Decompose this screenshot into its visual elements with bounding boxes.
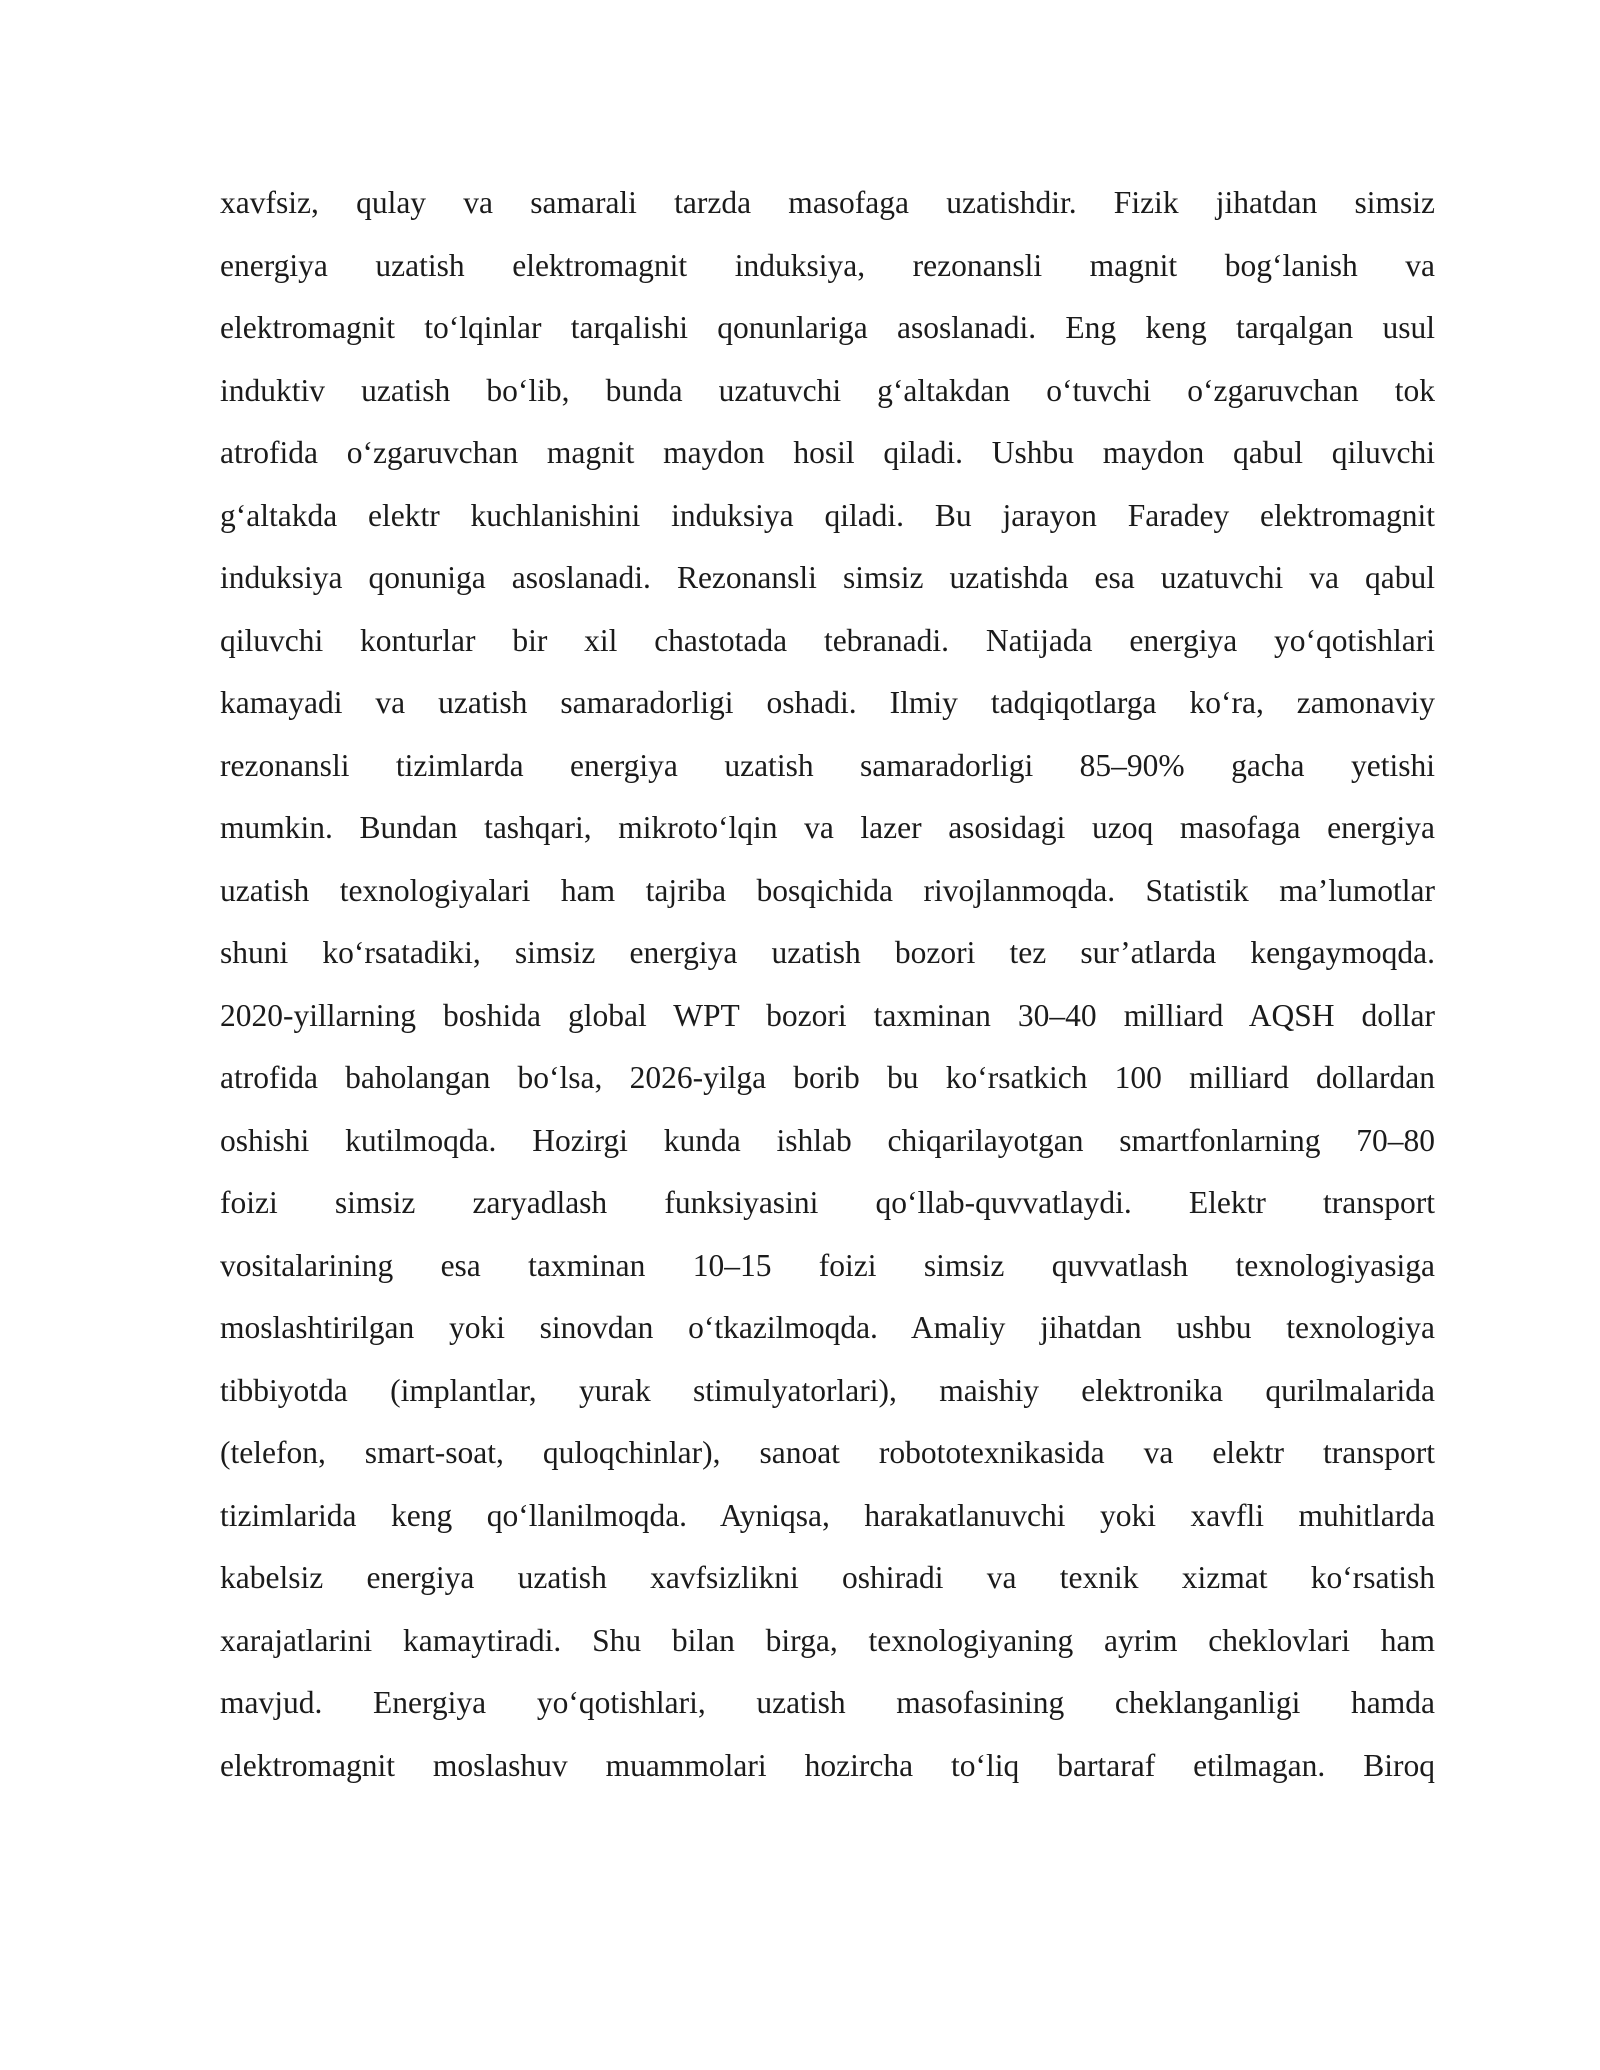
text-line: induktiv uzatish bo‘lib, bunda uzatuvchi g‘altakdan o‘tuvchi o‘zgaruvchan tok xyxy=(220,372,1435,408)
text-line: xavfsiz, qulay va samarali tarzda masofaga uzatishdir. Fizik jihatdan simsiz xyxy=(220,185,1435,220)
text-line: elektromagnit moslashuv muammolari hozircha to‘liq bartaraf etilmagan. Biroq xyxy=(220,1747,1435,1783)
text-line: foizi simsiz zaryadlash funksiyasini qo‘llab-quvvatlaydi. Elektr transport xyxy=(220,1185,1435,1220)
text-line: kamayadi va uzatish samaradorligi oshadi. Ilmiy tadqiqotlarga ko‘ra, zamonaviy xyxy=(220,685,1435,720)
text-line: mumkin. Bundan tashqari, mikroto‘lqin va lazer asosidagi uzoq masofaga energiya xyxy=(220,810,1435,845)
text-line: rezonansli tizimlarda energiya uzatish samaradorligi 85–90% gacha yetishi xyxy=(220,747,1435,783)
text-line: mavjud. Energiya yo‘qotishlari, uzatish masofasining cheklanganligi hamda xyxy=(220,1685,1435,1720)
text-line: atrofida o‘zgaruvchan magnit maydon hosil qiladi. Ushbu maydon qabul qiluvchi xyxy=(220,435,1435,470)
text-line: tizimlarida keng qo‘llanilmoqda. Ayniqsa, harakatlanuvchi yoki xavfli muhitlarda xyxy=(220,1497,1435,1533)
text-line: 2020-yillarning boshida global WPT bozori taxminan 30–40 milliard AQSH dollar xyxy=(220,997,1435,1033)
text-line: (telefon, smart-soat, quloqchinlar), sanoat robototexnikasida va elektr transport xyxy=(220,1435,1435,1470)
text-line: qiluvchi konturlar bir xil chastotada tebranadi. Natijada energiya yo‘qotishlari xyxy=(220,622,1435,658)
text-line: kabelsiz energiya uzatish xavfsizlikni oshiradi va texnik xizmat ko‘rsatish xyxy=(220,1560,1435,1595)
body-paragraph xyxy=(220,172,1435,1797)
text-line: g‘altakda elektr kuchlanishini induksiya qiladi. Bu jarayon Faradey elektromagnit xyxy=(220,497,1435,533)
text-line: vositalarining esa taxminan 10–15 foizi simsiz quvvatlash texnologiyasiga xyxy=(220,1247,1435,1283)
text-line: shuni ko‘rsatadiki, simsiz energiya uzatish bozori tez sur’atlarda kengaymoqda. xyxy=(220,935,1435,970)
text-line: tibbiyotda (implantlar, yurak stimulyatorlari), maishiy elektronika qurilmalarida xyxy=(220,1372,1435,1408)
text-line: induksiya qonuniga asoslanadi. Rezonansli simsiz uzatishda esa uzatuvchi va qabul xyxy=(220,560,1435,595)
text-line: moslashtirilgan yoki sinovdan o‘tkazilmoqda. Amaliy jihatdan ushbu texnologiya xyxy=(220,1310,1435,1345)
text-line: oshishi kutilmoqda. Hozirgi kunda ishlab chiqarilayotgan smartfonlarning 70–80 xyxy=(220,1122,1435,1158)
text-line: atrofida baholangan bo‘lsa, 2026-yilga borib bu ko‘rsatkich 100 milliard dollardan xyxy=(220,1060,1435,1095)
text-line: xarajatlarini kamaytiradi. Shu bilan birga, texnologiyaning ayrim cheklovlari ham xyxy=(220,1622,1435,1658)
text-line: energiya uzatish elektromagnit induksiya, rezonansli magnit bog‘lanish va xyxy=(220,247,1435,283)
text-line: uzatish texnologiyalari ham tajriba bosqichida rivojlanmoqda. Statistik ma’lumotlar xyxy=(220,872,1435,908)
text-line: elektromagnit to‘lqinlar tarqalishi qonunlariga asoslanadi. Eng keng tarqalgan usul xyxy=(220,310,1435,345)
